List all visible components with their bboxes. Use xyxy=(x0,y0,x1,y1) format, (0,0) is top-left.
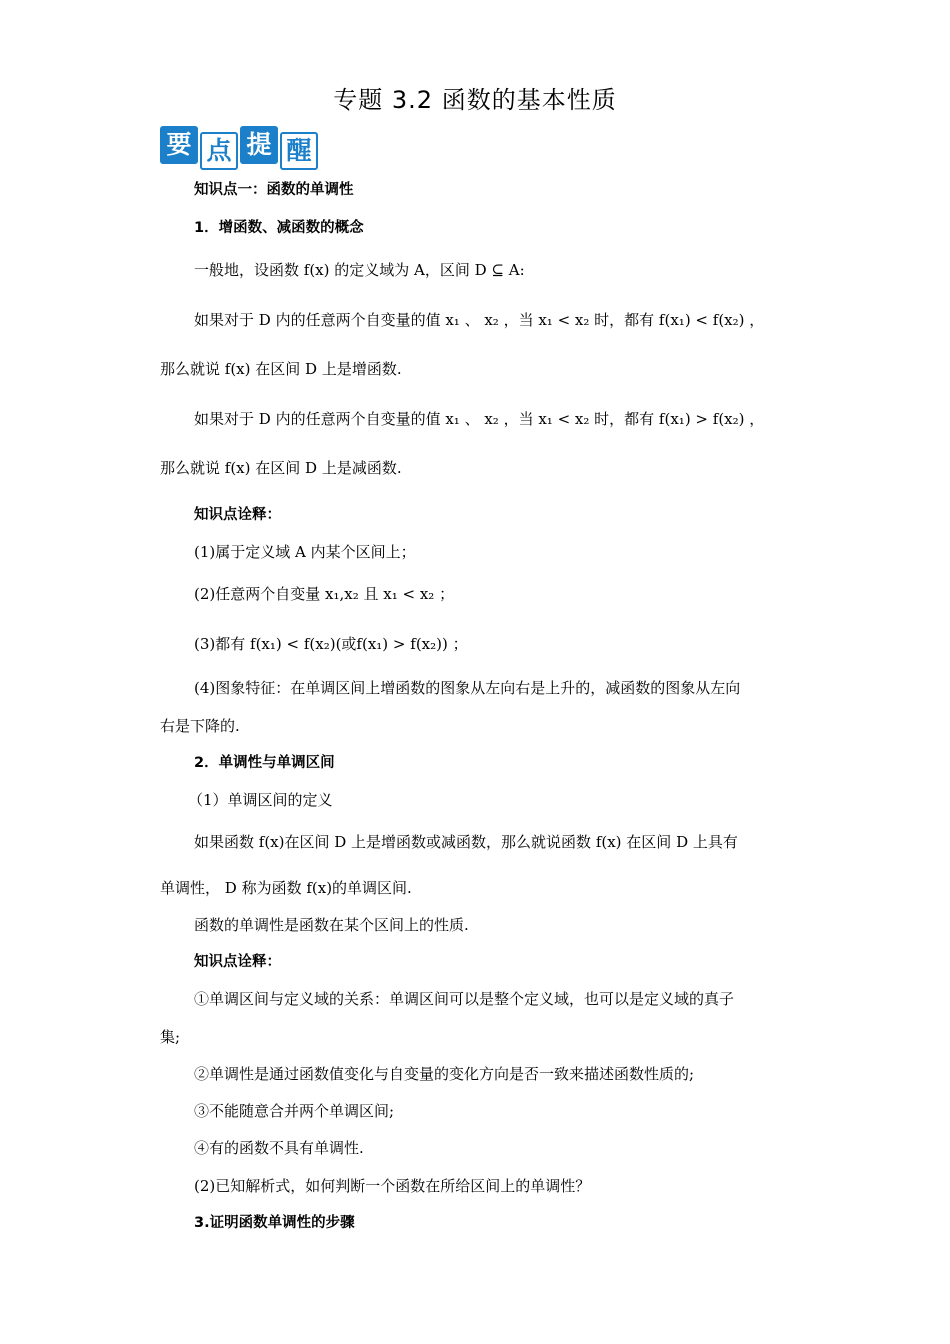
paragraph-decreasing-line1: 如果对于 D 内的任意两个自变量的值 x₁ 、 x₂ ，当 x₁ < x₂ 时，都有 f(x₁) > f(x₂) ， xyxy=(194,410,765,428)
note-item-1: (1)属于定义域 A 内某个区间上； xyxy=(194,543,416,561)
paragraph-increasing-line1: 如果对于 D 内的任意两个自变量的值 x₁ 、 x₂ ，当 x₁ < x₂ 时，都有 f(x₁) < f(x₂) ， xyxy=(194,311,765,329)
page-title: 专题 3.2 函数的基本性质 xyxy=(333,86,617,114)
note-heading-1: 知识点诠释： xyxy=(194,507,281,523)
paragraph-decreasing-line2: 那么就说 f(x) 在区间 D 上是减函数. xyxy=(160,459,402,477)
paragraph-interval-line1: 如果函数 f(x)在区间 D 上是增函数或减函数，那么就说函数 f(x) 在区间 D 上具有 xyxy=(194,833,738,851)
note-item-2: (2)任意两个自变量 x₁,x₂ 且 x₁ < x₂ ； xyxy=(194,585,455,603)
badge-char-4: 醒 xyxy=(280,132,318,170)
circle-note-4: ④有的函数不具有单调性. xyxy=(194,1139,364,1157)
paragraph-interval-line2: 单调性， D 称为函数 f(x)的单调区间. xyxy=(160,879,412,897)
badge-char-2: 点 xyxy=(200,132,238,170)
key-points-badge xyxy=(160,124,322,168)
circle-note-2: ②单调性是通过函数值变化与自变量的变化方向是否一致来描述函数性质的; xyxy=(194,1065,695,1083)
circle-note-1-line2: 集; xyxy=(160,1028,181,1046)
note-item-4-line1: (4)图象特征：在单调区间上增函数的图象从左向右是上升的，减函数的图象从左向 xyxy=(194,679,741,697)
note-heading-2: 知识点诠释： xyxy=(194,954,281,970)
section-heading-monotonicity: 知识点一：函数的单调性 xyxy=(194,182,354,198)
badge-char-3: 提 xyxy=(240,126,278,164)
paragraph-definition-domain: 一般地，设函数 f(x) 的定义域为 A，区间 D ⊆ A: xyxy=(194,261,525,279)
paragraph-interval-property: 函数的单调性是函数在某个区间上的性质. xyxy=(194,916,469,934)
question-determine-monotonicity: (2)已知解析式，如何判断一个函数在所给区间上的单调性？ xyxy=(194,1177,591,1195)
note-item-3: (3)都有 f(x₁) < f(x₂)(或f(x₁) > f(x₂)) ； xyxy=(194,635,468,653)
subheading-proof-steps: 3.证明函数单调性的步骤 xyxy=(194,1215,355,1231)
subheading-monotonic-interval: 2．单调性与单调区间 xyxy=(194,755,335,771)
badge-char-1: 要 xyxy=(160,126,198,164)
paragraph-increasing-line2: 那么就说 f(x) 在区间 D 上是增函数. xyxy=(160,360,402,378)
circle-note-3: ③不能随意合并两个单调区间; xyxy=(194,1102,395,1120)
subheading-increasing-decreasing: 1．增函数、减函数的概念 xyxy=(194,220,364,236)
note-item-4-line2: 右是下降的. xyxy=(160,717,240,735)
circle-note-1-line1: ①单调区间与定义域的关系：单调区间可以是整个定义域，也可以是定义域的真子 xyxy=(194,990,735,1008)
subheading-interval-definition: （1）单调区间的定义 xyxy=(188,791,333,809)
